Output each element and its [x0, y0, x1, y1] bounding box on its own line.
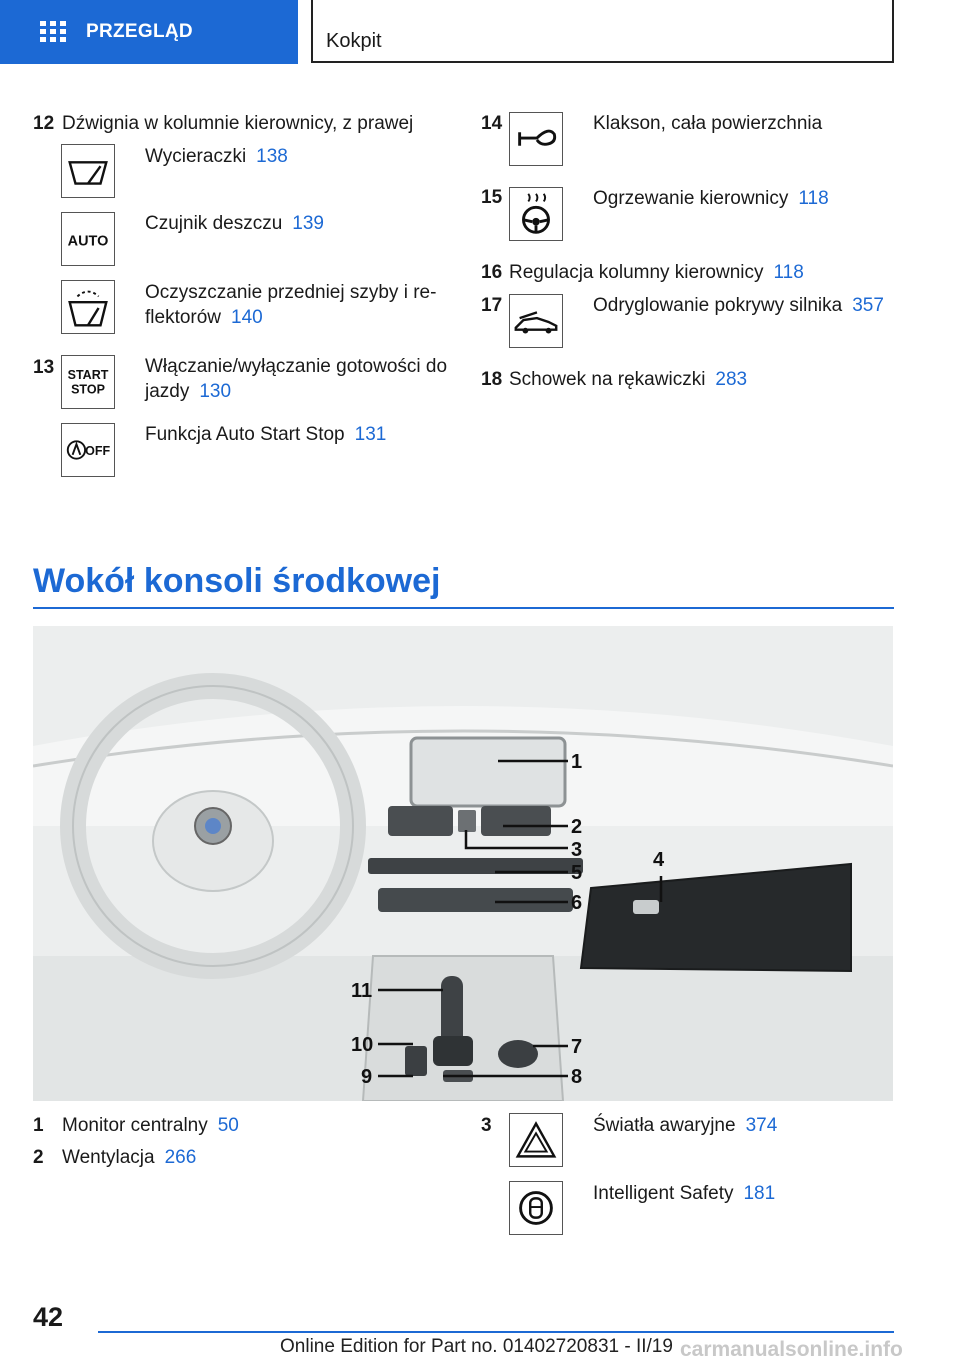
footer-divider — [98, 1331, 894, 1333]
page-number: 42 — [33, 1302, 64, 1332]
callout-label: 2 — [571, 816, 583, 838]
list-item: Włączanie/wyłączanie gotowości do jazdy 130 — [145, 356, 448, 402]
item-number: 15 — [481, 187, 503, 208]
item-number: 16 — [481, 262, 503, 283]
page-ref-link[interactable]: 266 — [164, 1147, 197, 1168]
callout-label: 3 — [571, 839, 583, 861]
grid-menu-icon — [40, 21, 66, 43]
callout-label: 4 — [653, 849, 665, 871]
item-number: 18 — [481, 369, 503, 390]
page-ref-link[interactable]: 50 — [217, 1115, 239, 1136]
list-item: Klakson, cała powierzchnia — [593, 113, 823, 134]
header-title-box — [311, 0, 894, 63]
list-item: Oczyszczanie przedniej szyby i re- flektorów 140 — [145, 282, 437, 328]
page-title: Kokpit — [326, 30, 382, 52]
cockpit-illustration — [33, 626, 893, 1101]
wiper-icon — [61, 144, 115, 198]
svg-text:OFF: OFF — [85, 443, 111, 458]
list-item: Ogrzewanie kierownicy 118 — [593, 188, 829, 209]
page-ref-link[interactable]: 140 — [231, 307, 263, 328]
page-ref-link[interactable]: 118 — [798, 188, 829, 209]
hood-release-icon — [509, 294, 563, 348]
svg-text:START: START — [67, 368, 109, 383]
watermark: carmanualsonline.info — [680, 1338, 903, 1361]
callout-label: 5 — [571, 862, 583, 884]
section-divider — [33, 607, 894, 609]
item-number: 1 — [33, 1115, 44, 1136]
auto-rain-sensor-icon — [61, 212, 115, 266]
page-ref-link[interactable]: 139 — [292, 213, 324, 234]
item-number: 17 — [481, 295, 503, 316]
list-item: Wycieraczki 138 — [145, 146, 288, 167]
list-item: Wentylacja 266 — [62, 1147, 197, 1168]
list-item: Światła awaryjne 374 — [593, 1115, 778, 1136]
page-ref-link[interactable]: 131 — [354, 424, 387, 445]
list-item: Funkcja Auto Start Stop 131 — [145, 424, 387, 445]
list-item: Intelligent Safety 181 — [593, 1183, 776, 1204]
page-ref-link[interactable]: 130 — [199, 381, 232, 402]
page-ref-link[interactable]: 374 — [745, 1115, 778, 1136]
intelligent-safety-icon — [509, 1181, 563, 1235]
hazard-warning-icon — [509, 1113, 563, 1167]
page-ref-link[interactable]: 118 — [773, 262, 804, 283]
start-stop-icon — [61, 355, 115, 409]
item-text: Dźwignia w kolumnie kierownicy, z prawej — [62, 113, 414, 134]
svg-text:AUTO: AUTO — [67, 233, 109, 250]
item-number: 14 — [481, 113, 503, 134]
svg-text:STOP: STOP — [71, 382, 105, 397]
callout-label: 10 — [351, 1034, 374, 1056]
page-ref-link[interactable]: 181 — [743, 1183, 776, 1204]
list-item: Czujnik deszczu 139 — [145, 213, 324, 234]
item-number: 3 — [481, 1115, 492, 1136]
callout-label: 9 — [361, 1066, 373, 1088]
callout-label: 1 — [571, 751, 583, 773]
callout-label: 11 — [351, 980, 373, 1002]
section-tab[interactable] — [0, 0, 298, 64]
horn-icon — [509, 112, 563, 166]
item-number: 12 — [33, 113, 55, 134]
footer-edition: Online Edition for Part no. 01402720831 - II/19 — [280, 1336, 673, 1357]
auto-start-stop-off-icon — [61, 423, 115, 477]
callout-label: 8 — [571, 1066, 583, 1088]
section-tab-label: PRZEGLĄD — [86, 21, 193, 42]
page-ref-link[interactable]: 138 — [256, 146, 288, 167]
list-item: Schowek na rękawiczki 283 — [509, 369, 748, 390]
page-ref-link[interactable]: 283 — [715, 369, 748, 390]
item-number: 2 — [33, 1147, 44, 1168]
steering-wheel-heating-icon — [509, 187, 563, 241]
list-item: Regulacja kolumny kierownicy 118 — [509, 262, 804, 283]
list-item: Odryglowanie pokrywy silnika 357 — [593, 295, 884, 316]
list-item: Monitor centralny 50 — [62, 1115, 239, 1136]
section-heading: Wokół konsoli środkowej — [33, 562, 441, 600]
callout-label: 6 — [571, 892, 583, 914]
page-ref-link[interactable]: 357 — [852, 295, 884, 316]
item-number: 13 — [33, 357, 55, 378]
callout-label: 7 — [571, 1036, 583, 1058]
windshield-washer-icon — [61, 280, 115, 334]
